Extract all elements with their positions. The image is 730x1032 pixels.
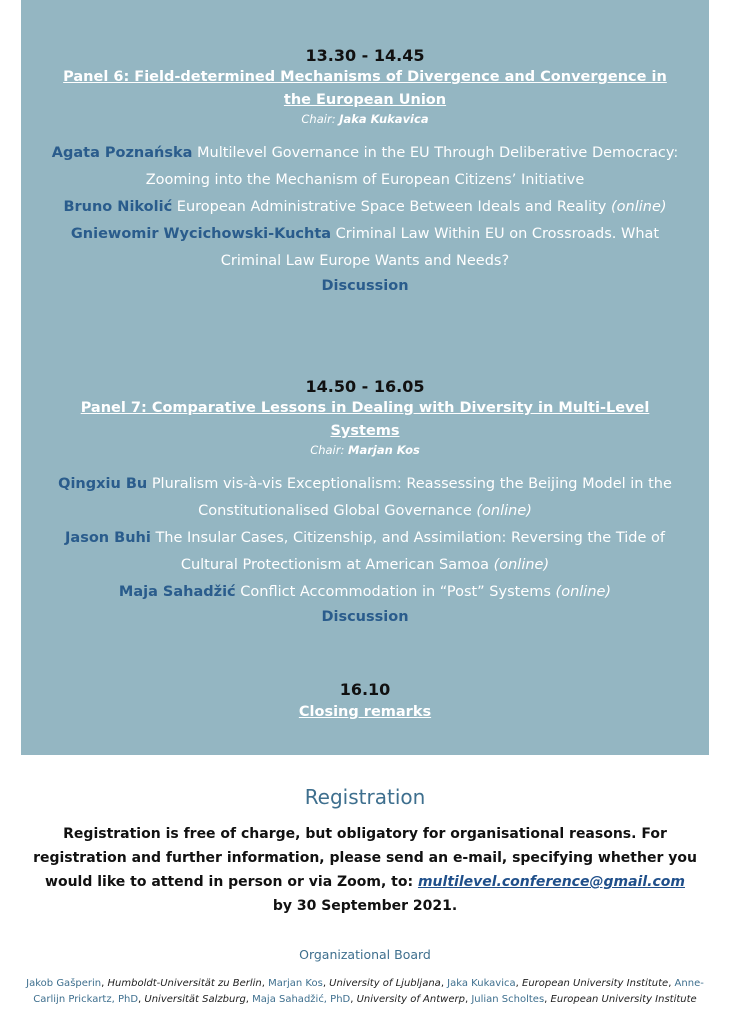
talk-item	[21, 221, 709, 275]
board-member-name: Jaka Kukavica	[447, 978, 516, 989]
session-time: 14.50 - 16.05	[305, 377, 425, 396]
closing-session	[21, 680, 709, 724]
board-members: Jakob Gašperin, Humboldt-Universität zu Berlin, Marjan Kos, University of Ljubljana, Jaka Kukavica, European University Institute, Anne-Carlijn Prickartz, PhD, Universität Salzburg, Maja Sahadžić, PhD, University of Antwerp, Julian Scholtes, European University Institute	[26, 978, 704, 1005]
closing-time: 16.10	[339, 680, 391, 699]
board-member-affiliation: Humboldt-Universität zu Berlin	[107, 978, 262, 989]
talk-item	[21, 471, 709, 525]
closing-remarks-link[interactable]: Closing remarks	[298, 704, 432, 720]
talk-speaker: Agata Poznańska	[51, 145, 193, 161]
board-member-affiliation: University of Ljubljana	[329, 978, 441, 989]
discussion-label: Discussion	[321, 609, 409, 625]
talk-title: The Insular Cases, Citizenship, and Assimilation: Reversing the Tide of Cultural Protectionism at American Samoa	[155, 530, 665, 573]
session-panel-6	[21, 46, 709, 297]
board-member-name: Jakob Gašperin	[26, 978, 102, 989]
talk-item	[21, 194, 709, 221]
registration-email-link[interactable]: multilevel.conference@gmail.com	[417, 874, 685, 890]
registration-heading: Registration	[304, 785, 426, 809]
talk-mode: (online)	[611, 199, 667, 215]
board-member-name: Julian Scholtes	[471, 994, 545, 1005]
talk-speaker: Qingxiu Bu	[58, 476, 148, 492]
session-time: 13.30 - 14.45	[305, 46, 425, 65]
board-member-affiliation: European University Institute	[522, 978, 669, 989]
board-member-affiliation: University of Antwerp	[356, 994, 465, 1005]
board-member-name: Maja Sahadžić, PhD	[252, 994, 351, 1005]
board-member-name: Marjan Kos	[268, 978, 323, 989]
talk-title: Multilevel Governance in the EU Through Deliberative Democracy: Zooming into the Mechanism of European Citizens’ Initiative	[145, 145, 679, 188]
registration-body: Registration is free of charge, but obligatory for organisational reasons. For registration and further information, please send an e-mail, specifying whether you would like to attend in person or via Zoom, to:	[33, 826, 697, 890]
talk-title: Pluralism vis-à-vis Exceptionalism: Reassessing the Beijing Model in the Constitutionalised Global Governance	[151, 476, 672, 519]
talk-item	[21, 525, 709, 579]
board-member-name: Anne-Carlijn Prickartz, PhD	[33, 978, 704, 1005]
board-member-affiliation: Universität Salzburg	[144, 994, 246, 1005]
talk-speaker: Gniewomir Wycichowski-Kuchta	[70, 226, 332, 242]
talk-speaker: Jason Buhi	[65, 530, 151, 546]
talk-title: European Administrative Space Between Ideals and Reality	[176, 199, 607, 215]
registration-text	[20, 822, 710, 918]
program-panel	[21, 0, 709, 755]
talk-item	[21, 140, 709, 194]
panel-chair: Chair: Marjan Kos	[310, 443, 420, 457]
talk-list	[21, 140, 709, 275]
talk-speaker: Maja Sahadžić	[118, 584, 236, 600]
talk-title: Conflict Accommodation in “Post” Systems	[240, 584, 551, 600]
panel-title-link[interactable]: Panel 6: Field-determined Mechanisms of Divergence and Convergence in the European Union	[63, 69, 667, 108]
discussion-label: Discussion	[321, 278, 409, 294]
talk-mode: (online)	[493, 557, 550, 573]
talk-speaker: Bruno Nikolić	[63, 199, 173, 215]
session-panel-7	[21, 377, 709, 628]
talk-list	[21, 471, 709, 606]
talk-mode: (online)	[476, 503, 532, 519]
registration-deadline: by 30 September 2021.	[272, 898, 458, 914]
talk-mode: (online)	[555, 584, 612, 600]
board-member-affiliation: European University Institute	[550, 994, 697, 1005]
panel-title-link[interactable]: Panel 7: Comparative Lessons in Dealing with Diversity in Multi-Level Systems	[80, 400, 650, 439]
board-heading: Organizational Board	[299, 947, 431, 962]
talk-item	[21, 579, 709, 606]
panel-chair: Chair: Jaka Kukavica	[301, 112, 429, 126]
talk-title: Criminal Law Within EU on Crossroads. What Criminal Law Europe Wants and Needs?	[220, 226, 660, 269]
